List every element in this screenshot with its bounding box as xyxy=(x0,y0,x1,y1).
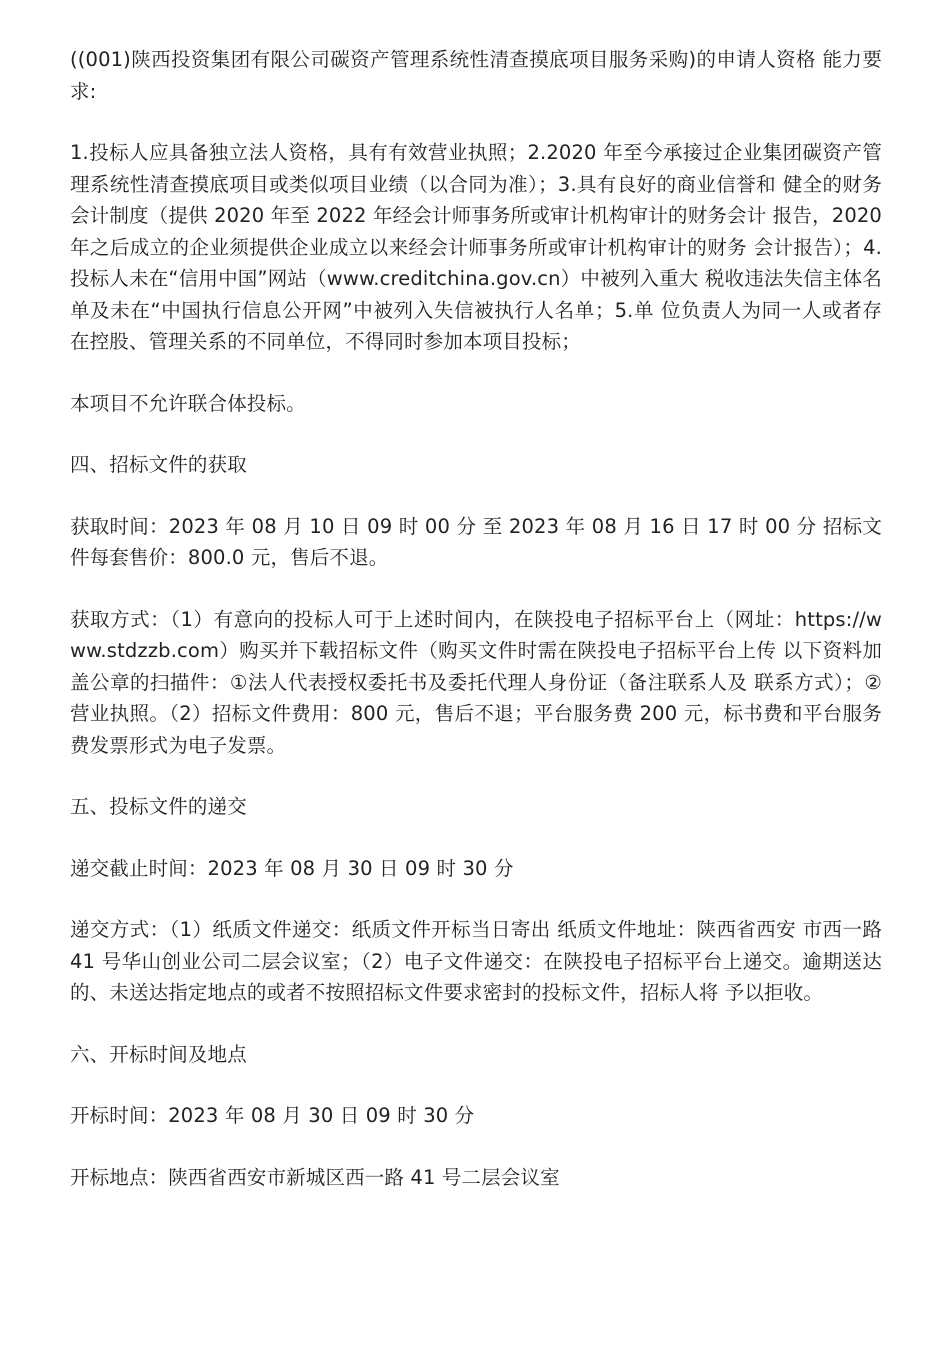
qualification-requirements: 1.投标人应具备独立法人资格，具有有效营业执照；2.2020 年至今承接过企业集团碳资产管理系统性清查摸底项目或类似项目业绩（以合同为准）；3.具有良好的商业信誉和 健全的财务会计制度（提供 2020 年至 2022 年经会计师事务所或审计机构审计的财务会计 报告，2020 年之后成立的企业须提供企业成立以来经会计师事务所或审计机构审计的财务 会计报告）；4.投标人未在“信用中国”网站（www.creditchina.gov.cn）中被列入重大 税收违法失信主体名单及未在“中国执行信息公开网”中被列入失信被执行人名单；5.单 位负责人为同一人或者存在控股、管理关系的不同单位，不得同时参加本项目投标； xyxy=(70,141,882,353)
acquisition-method: 获取方式：（1）有意向的投标人可于上述时间内，在陕投电子招标平台上（网址：https://www.stdzzb.com）购买并下载招标文件（购买文件时需在陕投电子招标平台上传 以下资料加盖公章的扫描件：①法人代表授权委托书及委托代理人身份证（备注联系人及 联系方式）；②营业执照。（2）招标文件费用：800 元，售后不退；平台服务费 200 元，标书费和平台服务费发票形式为电子发票。 xyxy=(70,607,882,757)
section-heading-acquisition: 四、招标文件的获取 xyxy=(70,453,247,476)
opening-place: 开标地点：陕西省西安市新城区西一路 41 号二层会议室 xyxy=(70,1165,560,1189)
qualification-title: ((001)陕西投资集团有限公司碳资产管理系统性清查摸底项目服务采购)的申请人资格 能力要求: xyxy=(70,48,882,103)
consortium-notice: 本项目不允许联合体投标。 xyxy=(70,391,306,415)
section-heading-submission: 五、投标文件的递交 xyxy=(70,795,247,818)
opening-time: 开标时间：2023 年 08 月 30 日 09 时 30 分 xyxy=(70,1104,475,1127)
document-page xyxy=(70,44,882,1193)
acquisition-time: 获取时间：2023 年 08 月 10 日 09 时 00 分 至 2023 年 08 月 16 日 17 时 00 分 招标文件每套售价：800.0 元，售后不退。 xyxy=(70,514,882,569)
submission-deadline: 递交截止时间：2023 年 08 月 30 日 09 时 30 分 xyxy=(70,856,514,880)
section-heading-opening: 六、开标时间及地点 xyxy=(70,1042,247,1066)
submission-method: 递交方式：（1）纸质文件递交：纸质文件开标当日寄出 纸质文件地址：陕西省西安 市西一路 41 号华山创业公司二层会议室；（2）电子文件递交：在陕投电子招标平台上递交。逾期送达的、未送达指定地点的或者不按照招标文件要求密封的投标文件，招标人将 予以拒收。 xyxy=(70,918,882,1004)
